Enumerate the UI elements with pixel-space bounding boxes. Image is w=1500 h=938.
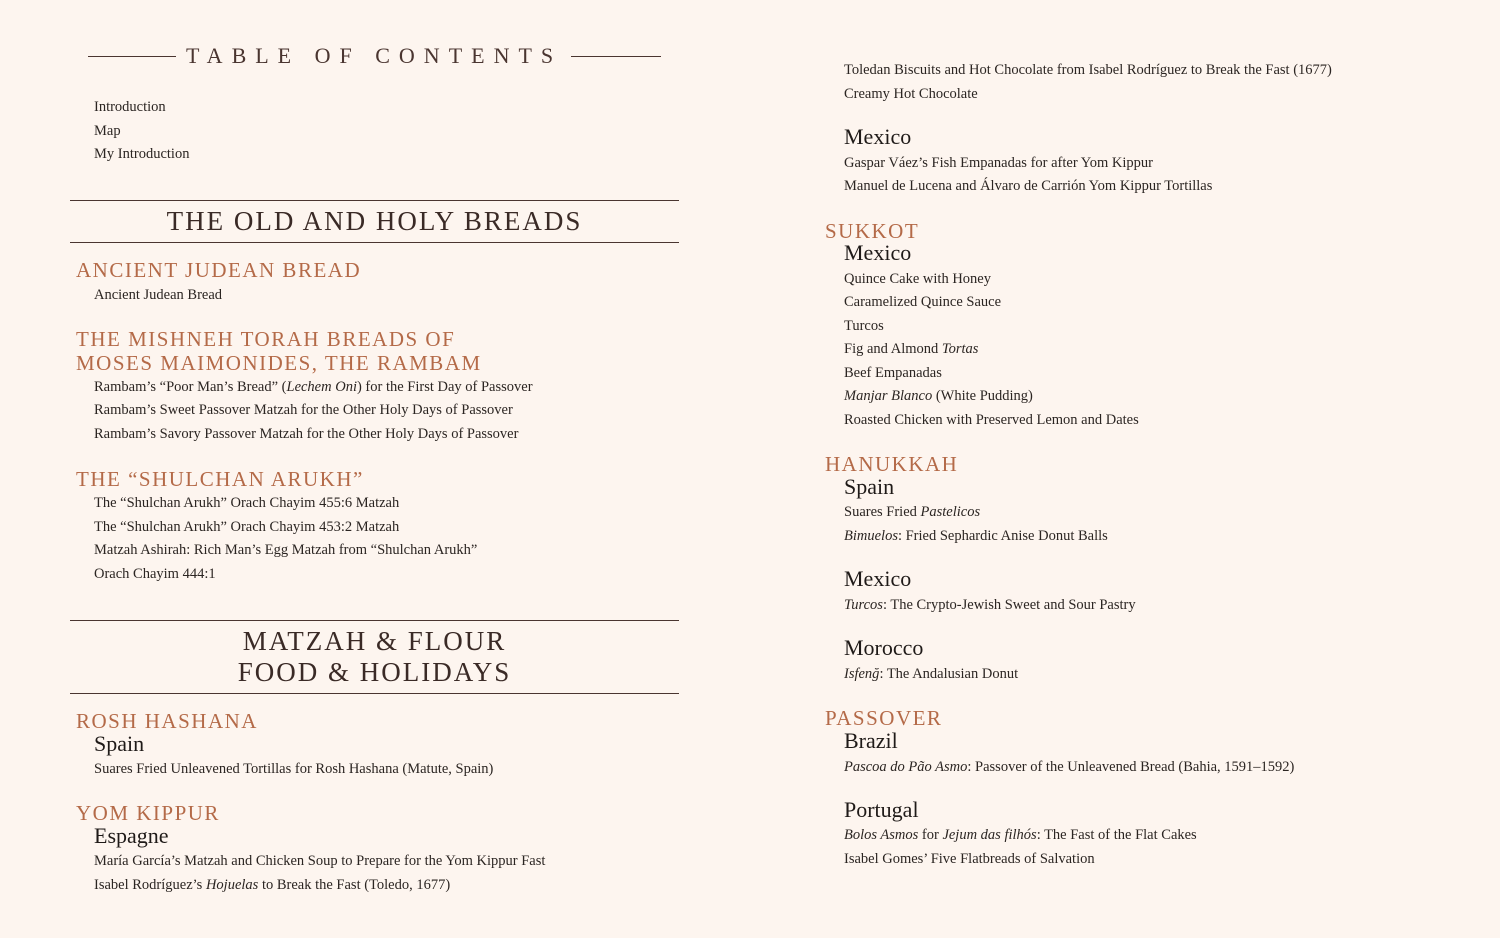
toc-entry[interactable]: Rambam’s Savory Passover Matzah for the Other Holy Days of Passover (94, 426, 519, 442)
entry-italic: Pascoa do Pão Asmo (844, 759, 968, 775)
entry-text: : Fried Sephardic Anise Donut Balls (897, 528, 1108, 544)
toc-entry[interactable] (844, 503, 980, 521)
toc-entry[interactable]: Map (94, 123, 121, 139)
entry-text: (White Pudding) (932, 388, 1033, 404)
region-heading: Portugal (844, 797, 919, 822)
toc-entry[interactable] (844, 527, 1108, 545)
toc-entry[interactable]: Manuel de Lucena and Álvaro de Carrión Yom Kippur Tortillas (844, 178, 1213, 194)
section-heading[interactable]: SUKKOT (825, 219, 920, 243)
entry-italic: Turcos (844, 597, 883, 613)
toc-entry[interactable]: Turcos (844, 318, 884, 334)
entry-italic: Lechem Oni (286, 379, 357, 395)
entry-italic: Bimuelos (844, 528, 898, 544)
toc-entry[interactable]: Rambam’s Sweet Passover Matzah for the Other Holy Days of Passover (94, 402, 513, 418)
toc-entry[interactable]: Quince Cake with Honey (844, 271, 991, 287)
toc-entry[interactable]: Creamy Hot Chocolate (844, 86, 978, 102)
toc-entry[interactable]: María García’s Matzah and Chicken Soup to Prepare for the Yom Kippur Fast (94, 853, 546, 869)
toc-entry[interactable]: Matzah Ashirah: Rich Man’s Egg Matzah from “Shulchan Arukh” (94, 542, 478, 558)
toc-entry[interactable] (844, 665, 1018, 683)
toc-entry[interactable] (844, 340, 978, 358)
entry-italic: Isfenğ (844, 666, 880, 682)
part-rule (70, 200, 679, 201)
entry-italic: Manjar Blanco (844, 388, 933, 404)
title-rule-left (88, 56, 176, 57)
entry-text: : The Fast of the Flat Cakes (1036, 827, 1197, 843)
part-rule (70, 693, 679, 694)
part-title[interactable]: THE OLD AND HOLY BREADS (166, 206, 583, 236)
section-heading[interactable]: THE “SHULCHAN ARUKH” (76, 467, 364, 491)
section-heading[interactable]: ROSH HASHANA (76, 709, 258, 733)
region-heading: Spain (844, 474, 895, 499)
toc-entry[interactable] (844, 826, 1197, 844)
part-title-line[interactable]: FOOD & HOLIDAYS (237, 657, 512, 687)
toc-title: TABLE OF CONTENTS (186, 43, 563, 68)
section-heading[interactable]: THE MISHNEH TORAH BREADS OF (76, 327, 456, 351)
section-heading[interactable]: ANCIENT JUDEAN BREAD (76, 258, 362, 282)
toc-entry[interactable]: Ancient Judean Bread (94, 287, 223, 303)
entry-text: Isabel Rodríguez’s (94, 877, 206, 893)
part-rule (70, 242, 679, 243)
part-title-line[interactable]: MATZAH & FLOUR (242, 626, 507, 656)
toc-entry[interactable] (844, 758, 1294, 776)
toc-entry[interactable] (844, 387, 1033, 405)
entry-text: ) for the First Day of Passover (356, 379, 533, 395)
entry-text: Rambam’s “Poor Man’s Bread” ( (94, 379, 287, 395)
section-heading[interactable]: HANUKKAH (825, 452, 959, 476)
entry-italic: Jejum das filhós (942, 827, 1037, 843)
toc-entry[interactable]: Gaspar Váez’s Fish Empanadas for after Yom Kippur (844, 155, 1154, 171)
toc-entry[interactable] (844, 596, 1136, 614)
region-heading: Brazil (844, 728, 898, 753)
entry-text: : Passover of the Unleavened Bread (Bahia, 1591–1592) (967, 759, 1295, 775)
region-heading: Mexico (844, 566, 912, 591)
toc-entry[interactable]: Roasted Chicken with Preserved Lemon and Dates (844, 412, 1139, 428)
toc-entry[interactable] (94, 378, 533, 396)
right-page (750, 0, 1500, 938)
toc-entry[interactable]: Isabel Gomes’ Five Flatbreads of Salvation (844, 851, 1095, 867)
entry-italic: Tortas (941, 341, 979, 357)
entry-italic: Hojuelas (205, 877, 259, 893)
entry-italic: Pastelicos (920, 504, 981, 520)
entry-italic: Bolos Asmos (844, 827, 919, 843)
entry-text: : The Crypto-Jewish Sweet and Sour Pastry (882, 597, 1136, 613)
toc-entry[interactable]: My Introduction (94, 146, 190, 162)
entry-text: Suares Fried (844, 504, 921, 520)
section-heading[interactable]: YOM KIPPUR (76, 801, 220, 825)
toc-entry[interactable]: Beef Empanadas (844, 365, 942, 381)
toc-entry[interactable]: The “Shulchan Arukh” Orach Chayim 453:2 Matzah (94, 519, 400, 535)
toc-entry[interactable]: Suares Fried Unleavened Tortillas for Rosh Hashana (Matute, Spain) (94, 761, 494, 777)
section-heading[interactable]: MOSES MAIMONIDES, THE RAMBAM (76, 351, 482, 375)
region-heading: Morocco (844, 635, 924, 660)
toc-entry[interactable]: Orach Chayim 444:1 (94, 566, 216, 582)
toc-entry[interactable]: The “Shulchan Arukh” Orach Chayim 455:6 Matzah (94, 495, 400, 511)
entry-text: : The Andalusian Donut (879, 666, 1019, 682)
toc-entry[interactable] (94, 876, 450, 894)
section-heading[interactable]: PASSOVER (825, 706, 943, 730)
entry-text: Fig and Almond (844, 341, 942, 357)
toc-entry[interactable]: Introduction (94, 99, 166, 115)
region-heading: Espagne (94, 823, 169, 848)
part-rule (70, 620, 679, 621)
entry-text: to Break the Fast (Toledo, 1677) (258, 877, 451, 893)
region-heading: Mexico (844, 240, 912, 265)
region-heading: Spain (94, 731, 145, 756)
region-heading: Mexico (844, 124, 912, 149)
toc-entry[interactable]: Caramelized Quince Sauce (844, 294, 1002, 310)
entry-text: for (918, 827, 943, 843)
toc-entry[interactable]: Toledan Biscuits and Hot Chocolate from Isabel Rodríguez to Break the Fast (1677) (844, 62, 1332, 78)
title-rule-right (571, 56, 661, 57)
